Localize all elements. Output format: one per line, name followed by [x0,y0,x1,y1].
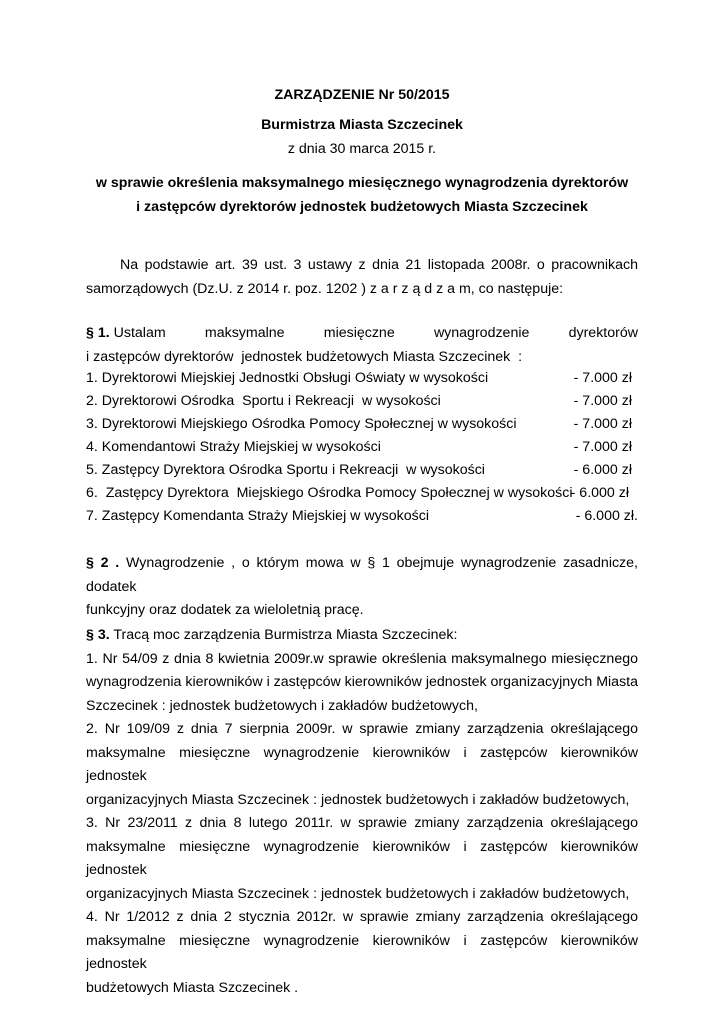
section-1-line-1 [86,322,638,346]
list-item-amount: - 7.000 zł [573,416,632,432]
preamble [86,254,638,301]
document-subject-line-2: i zastępców dyrektorów jednostek budżetowych Miasta Szczecinek [136,199,588,215]
section-1-word-3: miesięczne [323,325,395,341]
list-item [86,393,638,415]
section-1-word-5: dyrektorów [568,325,638,341]
section-3-line: maksymalne miesięczne wynagrodzenie kierowników i zastępców kierowników jednostek [86,744,638,784]
section-3-line: 2. Nr 109/09 z dnia 7 sierpnia 2009r. w sprawie zmiany zarządzenia określającego [86,721,638,737]
document-page [86,0,638,1024]
list-item [86,439,638,461]
list-item-amount: - 7.000 zł [573,439,632,455]
list-item-label: 3. Dyrektorowi Miejskiego Ośrodka Pomocy Społecznej w wysokości [86,416,517,432]
section-3-line: Szczecinek : jednostek budżetowych i zakładów budżetowych, [86,697,478,714]
list-item [86,370,638,392]
document-date: z dnia 30 marca 2015 r. [287,141,437,157]
list-item-amount: - 7.000 zł [573,370,632,386]
preamble-line-2: samorządowych (Dz.U. z 2014 r. poz. 1202 ) z a r z ą d z a m, co następuje: [86,280,564,297]
section-3-line: organizacyjnych Miasta Szczecinek : jednostek budżetowych i zakładów budżetowych, [86,885,630,902]
section-3-line: budżetowych Miasta Szczecinek . [86,979,299,996]
section-3-line: 1. Nr 54/09 z dnia 8 kwietnia 2009r.w sprawie określenia maksymalnego miesięcznego [86,650,638,667]
section-3-line: organizacyjnych Miasta Szczecinek : jednostek budżetowych i zakładów budżetowych, [86,791,630,808]
section-1-line-2: i zastępców dyrektorów jednostek budżetowych Miasta Szczecinek : [86,348,523,365]
list-item [86,416,638,438]
list-item-label: 7. Zastępcy Komendanta Straży Miejskiej w wysokości [86,508,429,524]
section-3-line: 4. Nr 1/2012 z dnia 2 stycznia 2012r. w sprawie zmiany zarządzenia określającego [86,909,638,925]
section-1-word-4: wynagrodzenie [433,325,530,341]
list-item-amount: - 6.000 zł [570,485,629,501]
preamble-line-1: Na podstawie art. 39 ust. 3 ustawy z dnia 21 listopada 2008r. o pracownikach [120,257,638,273]
list-item-label: 6. Zastępcy Dyrektora Miejskiego Ośrodka Pomocy Społecznej w wysokości [86,485,573,501]
section-3-line: 3. Nr 23/2011 z dnia 8 lutego 2011r. w sprawie zmiany zarządzenia określającego [86,815,638,831]
document-title: ZARZĄDZENIE Nr 50/2015 [274,87,450,103]
list-item-label: 4. Komendantowi Straży Miejskiej w wysokości [86,439,381,455]
list-item [86,508,638,530]
section-2 [86,552,638,623]
list-item-label: 5. Zastępcy Dyrektora Ośrodka Sportu i Rekreacji w wysokości [86,462,485,478]
section-2-line-1: § 2 . Wynagrodzenie , o którym mowa w § 1 obejmuje wynagrodzenie zasadnicze, dodatek [86,555,638,595]
section-3-line: maksymalne miesięczne wynagrodzenie kierowników i zastępców kierowników jednostek [86,838,638,878]
section-1-word-1: Ustalam [113,325,166,341]
list-item [86,485,638,507]
section-2-marker: § 2 . [86,555,120,571]
section-2-line-2: funkcyjny oraz dodatek za wieloletnią pracę. [86,602,364,618]
section-1-marker: § 1. [86,325,110,341]
section-3 [86,624,638,1000]
section-3-line: maksymalne miesięczne wynagrodzenie kierowników i zastępców kierowników jednostek [86,932,638,972]
section-3-intro: § 3. Tracą moc zarządzenia Burmistrza Miasta Szczecinek: [86,627,458,643]
section-3-line: wynagrodzenia kierowników i zastępców kierowników jednostek organizacyjnych Miasta [86,674,638,690]
list-item-label: 2. Dyrektorowi Ośrodka Sportu i Rekreacji w wysokości [86,393,441,409]
list-item-amount: - 6.000 zł [573,462,632,478]
list-item-amount: - 6.000 zł. [575,508,638,524]
section-1 [86,322,638,369]
list-item-label: 1. Dyrektorowi Miejskiej Jednostki Obsługi Oświaty w wysokości [86,370,489,386]
section-1-word-2: maksymalne [204,325,285,341]
list-item [86,462,638,484]
list-item-amount: - 7.000 zł [573,393,632,409]
document-subject-line-1: w sprawie określenia maksymalnego miesięcznego wynagrodzenia dyrektorów [95,175,629,191]
section-3-marker: § 3. [86,627,110,643]
document-issuer: Burmistrza Miasta Szczecinek [261,117,463,133]
